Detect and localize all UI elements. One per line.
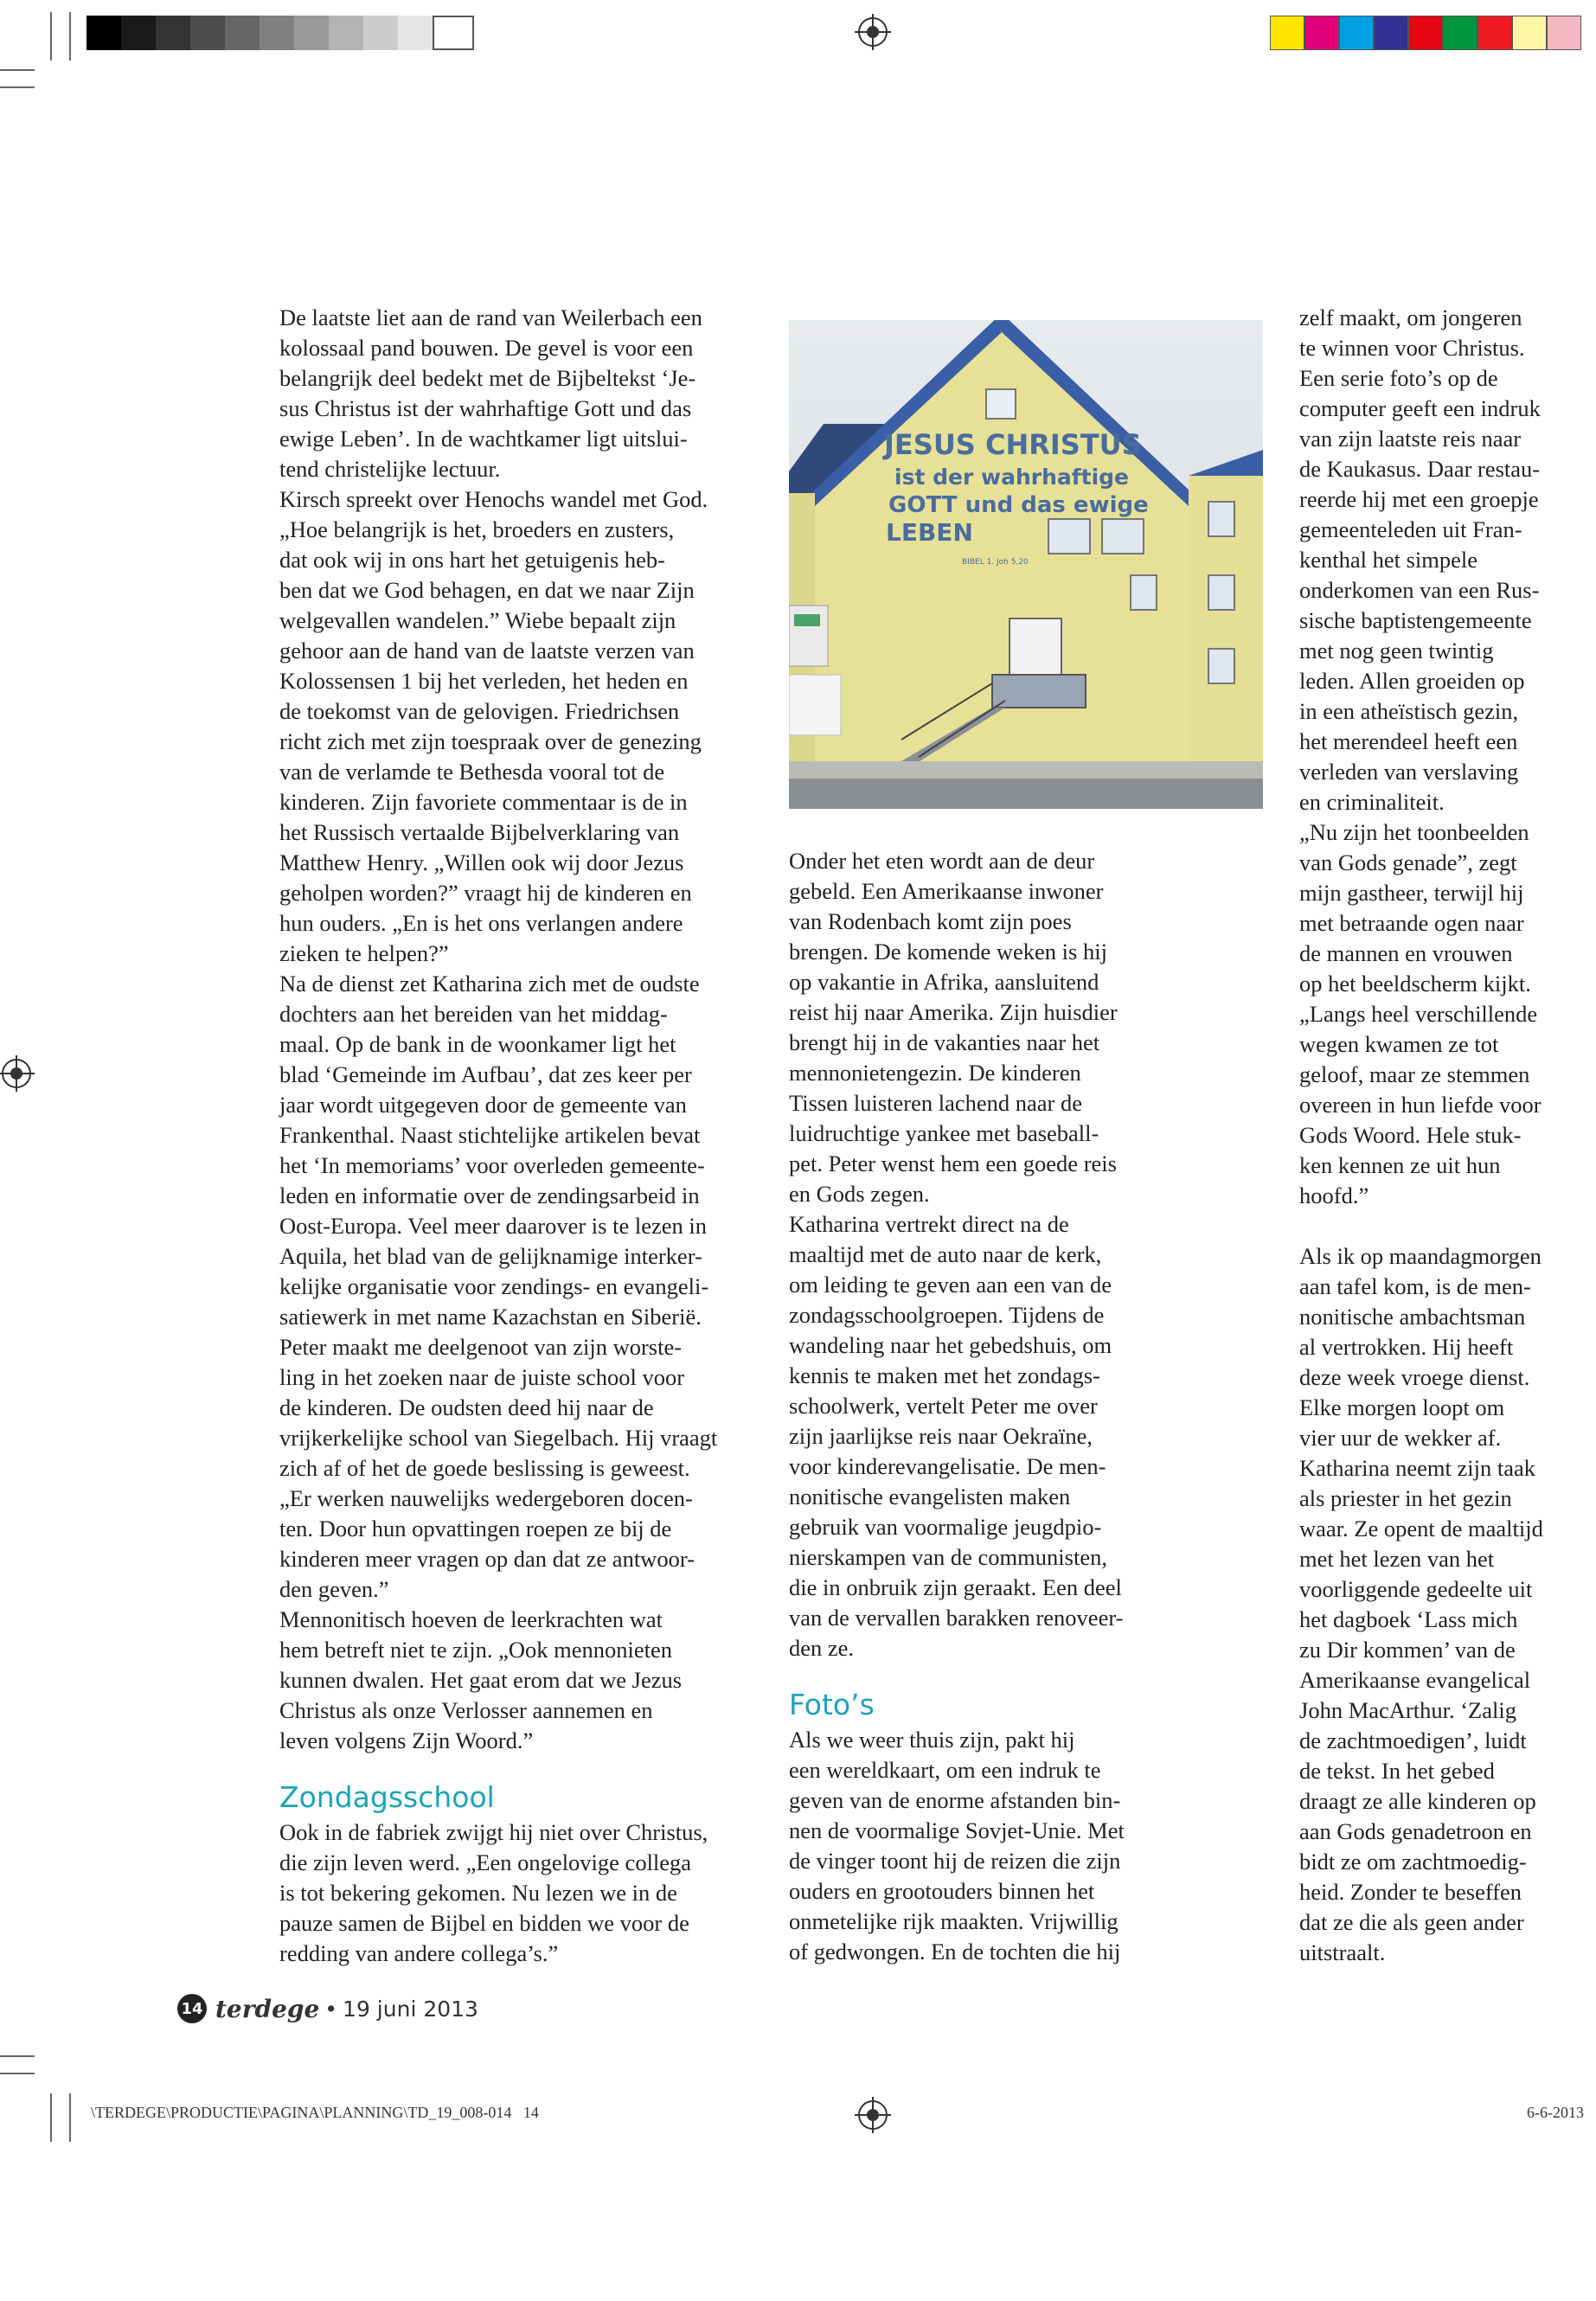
crop-mark <box>50 12 52 61</box>
footer-separator: • <box>324 1996 338 2022</box>
gray-swatch <box>121 16 156 50</box>
sign-line-1: JESUS CHRISTUS <box>884 428 1142 461</box>
crop-mark <box>0 2055 35 2057</box>
color-swatch <box>1512 16 1547 50</box>
gray-swatch <box>87 16 121 50</box>
gray-swatch <box>294 16 329 50</box>
gray-swatch <box>398 16 433 50</box>
middle-paragraph-1: Onder het eten wordt aan de deur gebeld. Een Amerikaanse inwoner van Rodenbach komt zijn poes brengen. De komende weken is hij op vakantie in Afrika, aansluitend reist hij naar Amerika. Zijn huisdier brengt hij in de vakanties naar het mennonietengezin. De kinderen Tissen luisteren lachend naar de luidruchtige yankee met baseball- pet. Peter wenst hem een goede reis en Gods zegen. Katharina vertrekt direct na de maaltijd met de auto naar de kerk, om leiding te geven aan een van de zondagsschoolgroepen. Tijdens de wandeling naar het gebedshuis, om kennis te maken met het zondags- schoolwerk, vertelt Peter me over zijn jaarlijkse reis naar Oekraïne, voor kinderevangelisatie. De men- nonitische evangelisten maken gebruik van voormalige jeugdpio- nierskampen van de communisten, die in onbruik zijn geraakt. Een deel van de vervallen barakken renoveer- den ze. <box>789 848 1124 1661</box>
sign-reference: BIBEL 1. Joh 5,20 <box>962 558 1029 567</box>
gray-swatch <box>329 16 363 50</box>
right-paragraph-2: Als ik op maandagmorgen aan tafel kom, is de men- nonitische ambachtsman al vertrokken. Hij heeft deze week vroege dienst. Elke morgen loopt om vier uur de wekker af. Katharina neemt zijn taak als priester in het gezin waar. Ze opent de maaltijd met het lezen van het voorliggende gedeelte uit het dagboek ‘Lass mich zu Dir kommen’ van de Amerikaanse evangelical John MacArthur. ‘Zalig de zachtmoedigen’, luidt de tekst. In het gebed draagt ze alle kinderen op aan Gods genadetroon en bidt ze om zachtmoedig- heid. Zonder te beseffen dat ze die als geen ander uitstraalt. <box>1299 1243 1543 1965</box>
color-swatch <box>1443 16 1477 50</box>
gray-swatch <box>433 16 474 50</box>
registration-mark-top <box>858 17 888 47</box>
page-number: 14 <box>177 1994 207 2023</box>
gray-swatch <box>363 16 398 50</box>
gray-swatch <box>190 16 225 50</box>
color-swatch <box>1477 16 1512 50</box>
crop-mark <box>69 12 71 61</box>
color-swatch <box>1374 16 1408 50</box>
crop-mark <box>50 2093 52 2142</box>
publication-logo: terdege <box>215 1994 320 2023</box>
color-swatch <box>1339 16 1374 50</box>
middle-paragraph-2: Als we weer thuis zijn, pakt hij een wereldkaart, om een indruk te geven van de enorme afstanden bin- nen de voormalige Sovjet-Unie. Met de vinger toont hij de reizen die zijn ouders en grootouders binnen het onmetelijke rijk maakten. Vrijwillig of gedwongen. En de tochten die hij <box>789 1727 1125 1965</box>
middle-column <box>789 846 1170 1967</box>
left-paragraph-2: Ook in de fabriek zwijgt hij niet over Christus, die zijn leven werd. „Een ongelovige collega is tot bekering gekomen. Nu lezen we in de pauze samen de Bijbel en bidden we voor de redding van andere collega’s.” <box>279 1819 708 1966</box>
registration-mark-bottom <box>858 2100 888 2130</box>
registration-mark-left <box>2 1059 31 1088</box>
sign-line-4: LEBEN <box>886 518 973 547</box>
production-date: 6-6-2013 <box>1527 2104 1584 2121</box>
right-column <box>1299 303 1585 1968</box>
gray-swatch <box>260 16 294 50</box>
page-footer <box>177 1994 478 2023</box>
color-swatch <box>1304 16 1339 50</box>
color-swatch <box>1547 16 1581 50</box>
production-slug: \TERDEGE\PRODUCTIE\PAGINA\PLANNING\TD_19_008-014 14 <box>91 2104 539 2121</box>
left-column <box>279 303 764 1969</box>
crop-mark <box>0 2073 35 2074</box>
crop-mark <box>69 2093 71 2142</box>
color-swatch <box>1408 16 1443 50</box>
sign-line-2: ist der wahrhaftige <box>894 465 1129 490</box>
right-paragraph-1: zelf maakt, om jongeren te winnen voor Christus. Een serie foto’s op de computer geeft een indruk van zijn laatste reis naar de Kaukasus. Daar restau- reerde hij met een groepje gemeenteleden uit Fran- kenthal het simpele onderkomen van een Rus- sische baptistengemeente met nog geen twintig leden. Allen groeiden op in een atheïstisch gezin, het merendeel heeft een verleden van verslaving en criminaliteit. „Nu zijn het toonbeelden van Gods genade”, zegt mijn gastheer, terwijl hij met betraande ogen naar de mannen en vrouwen op het beeldscherm kijkt. „Langs heel verschillende wegen kwamen ze tot geloof, maar ze stemmen overeen in hun liefde voor Gods Woord. Hele stuk- ken kennen ze uit hun hoofd.” <box>1299 304 1542 1208</box>
church-building-image <box>789 320 1263 809</box>
gray-swatch <box>156 16 190 50</box>
section-heading-fotos: Foto’s <box>789 1688 875 1721</box>
sign-line-3: GOTT und das ewige <box>888 492 1149 518</box>
issue-date: 19 juni 2013 <box>343 1996 478 2022</box>
crop-mark <box>0 87 35 88</box>
gray-swatch <box>225 16 260 50</box>
left-paragraph-1: De laatste liet aan de rand van Weilerbach een kolossaal pand bouwen. De gevel is voor een belangrijk deel bedekt met de Bijbeltekst ‘Je- sus Christus ist der wahrhaftige Gott und das ewige Leben’. In de wachtkamer ligt uitslui- tend christelijke lectuur. Kirsch spreekt over Henochs wandel met God. „Hoe belangrijk is het, broeders en zusters, dat ook wij in ons hart het getuigenis heb- ben dat we God behagen, en dat we naar Zijn welgevallen wandelen.” Wiebe bepaalt zijn gehoor aan de hand van de laatste verzen van Kolossensen 1 bij het verleden, het heden en de toekomst van de gelovigen. Friedrichsen richt zich met zijn toespraak over de genezing van de verlamde te Bethesda vooral tot de kinderen. Zijn favoriete commentaar is de in het Russisch vertaalde Bijbelverklaring van Matthew Henry. „Willen ook wij door Jezus geholpen worden?” vraagt hij de kinderen en hun ouders. „En is het ons verlangen andere zieken te helpen?” Na de dienst zet Katharina zich met de oudste dochters aan het bereiden van het middag- maal. Op de bank in de woonkamer ligt het blad ‘Gemeinde im Aufbau’, dat zes keer per jaar wordt uitgegeven door de gemeente van Frankenthal. Naast stichtelijke artikelen bevat het ‘In memoriams’ voor overleden gemeente- leden en informatie over de zendingsarbeid in Oost-Europa. Veel meer daarover is te lezen in Aquila, het blad van de gelijknamige interker- kelijke organisatie voor zendings- en evangeli- satiewerk in met name Kazachstan en Siberië. Peter maakt me deelgenoot van zijn worste- ling in het zoeken naar de juiste school voor de kinderen. De oudsten deed hij naar de vrijkerkelijke school van Siegelbach. Hij vraagt zich af of het de goede beslissing is geweest. „Er werken nauwelijks wedergeboren docen- ten. Door hun opvattingen roepen ze bij de kinderen meer vragen op dan dat ze antwoor- den geven.” Mennonitisch hoeven de leerkrachten wat hem betreft niet te zijn. „Ook mennonieten kunnen dwalen. Het gaat erom dat we Jezus Christus als onze Verlosser aannemen en leven volgens Zijn Woord.” <box>279 304 718 1753</box>
church-photo <box>789 320 1263 809</box>
color-swatch <box>1270 16 1304 50</box>
section-heading-zondagsschool: Zondagsschool <box>279 1780 495 1814</box>
crop-mark <box>0 69 35 71</box>
